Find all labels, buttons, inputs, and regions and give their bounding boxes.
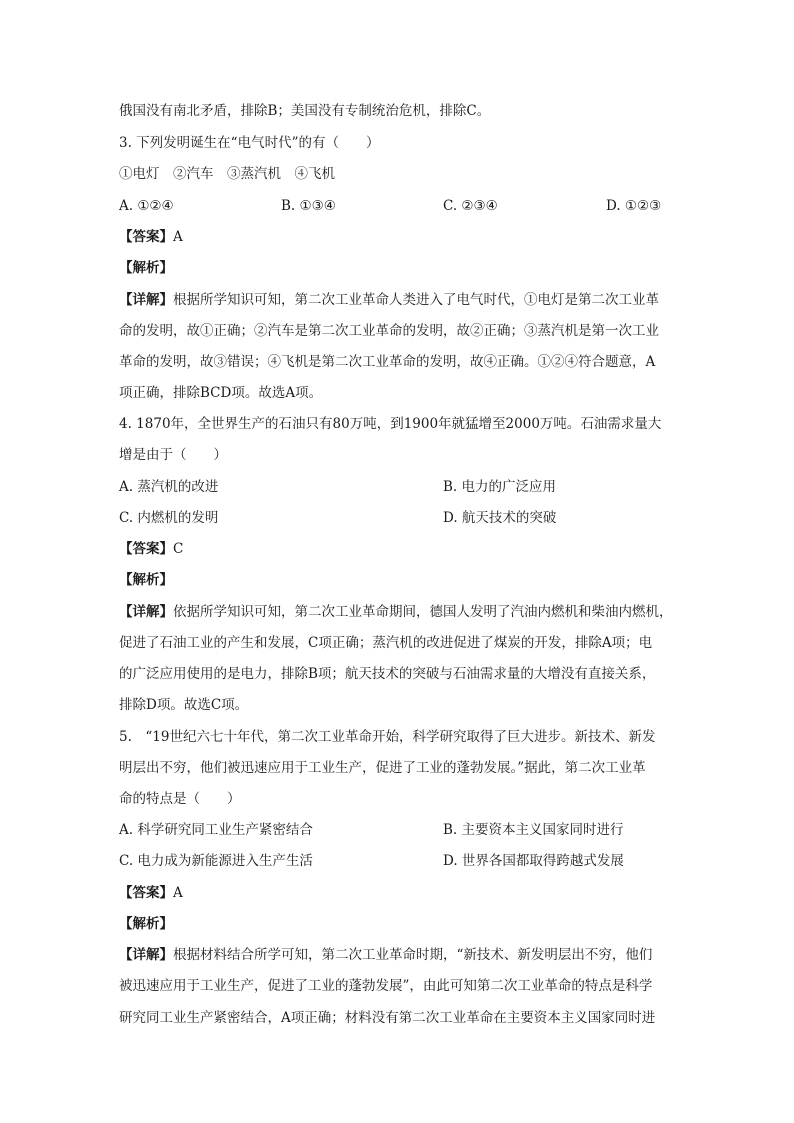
detail-tag: 【详解】	[119, 604, 173, 620]
q3-stem: 3. 下列发明诞生在“电气时代”的有（ ）	[119, 135, 380, 151]
q4-option-c: C. 内燃机的发明	[119, 510, 219, 526]
analysis-tag: 【解析】	[119, 260, 173, 276]
q4-detail-line-3: 的广泛应用使用的是电力，排除B项；航天技术的突破与石油需求量的大增没有直接关系，	[119, 666, 656, 682]
q3-answer	[119, 227, 679, 247]
q4-option-d: D. 航天技术的突破	[443, 510, 557, 526]
q5-stem-line-3: 命的特点是（ ）	[119, 791, 241, 807]
detail-tag: 【详解】	[119, 947, 173, 963]
analysis-tag: 【解析】	[119, 916, 173, 932]
q4-stem-line-2: 增是由于（ ）	[119, 447, 227, 463]
q3-detail-line-4: 项正确，排除BCD项。故选A项。	[119, 385, 323, 401]
q4-option-a: A. 蒸汽机的改进	[119, 479, 219, 495]
answer-tag: 【答案】	[119, 229, 173, 245]
intro-text: 俄国没有南北矛盾，排除B；美国没有专制统治危机，排除C。	[119, 103, 491, 119]
q3-option-a: A. ①②④	[119, 198, 174, 214]
q5-option-b: B. 主要资本主义国家同时进行	[443, 822, 624, 838]
q5-option-a: A. 科学研究同工业生产紧密结合	[119, 822, 313, 838]
q5-detail-text-1: 根据材料结合所学可知，第二次工业革命时期，“新技术、新发明层出不穷，他们	[173, 947, 653, 963]
q3-option-d: D. ①②③	[606, 198, 662, 214]
q5-option-c: C. 电力成为新能源进入生产生活	[119, 853, 313, 869]
q5-option-d: D. 世界各国都取得跨越式发展	[443, 853, 624, 869]
q4-analysis-tag	[119, 570, 679, 590]
q3-detail-line-1	[119, 290, 679, 310]
q3-items: ①电灯 ②汽车 ③蒸汽机 ④飞机	[119, 166, 335, 182]
analysis-tag: 【解析】	[119, 572, 173, 588]
q5-stem-line-2: 明层出不穷，他们被迅速应用于工业生产，促进了工业的蓬勃发展。”据此，第二次工业革	[119, 760, 646, 776]
q4-option-b: B. 电力的广泛应用	[443, 479, 557, 495]
q5-answer	[119, 883, 679, 903]
q4-detail-line-1	[119, 602, 679, 622]
q3-detail-line-3: 革命的发明，故③错误；④飞机是第二次工业革命的发明，故④正确。①②④符合题意，A	[119, 354, 656, 370]
q5-answer-value: A	[173, 885, 183, 901]
answer-tag: 【答案】	[119, 885, 173, 901]
q3-option-c: C. ②③④	[443, 198, 498, 214]
q5-stem-line-1: 5. “19世纪六七十年代，第二次工业革命开始，科学研究取得了巨大进步。新技术、新发	[119, 729, 656, 745]
q4-detail-line-4: 排除D项。故选C项。	[119, 697, 249, 713]
q4-stem-line-1: 4. 1870年，全世界生产的石油只有80万吨，到1900年就猛增至2000万吨。石油需求量大	[119, 416, 662, 432]
q5-analysis-tag	[119, 914, 679, 934]
q3-detail-line-2: 命的发明，故①正确；②汽车是第二次工业革命的发明，故②正确；③蒸汽机是第一次工业	[119, 323, 659, 339]
q5-detail-line-1	[119, 945, 679, 965]
q3-option-b: B. ①③④	[281, 198, 336, 214]
q4-detail-text-1: 依据所学知识可知，第二次工业革命期间，德国人发明了汽油内燃机和柴油内燃机，	[173, 604, 673, 620]
q5-detail-line-3: 研究同工业生产紧密结合，A项正确；材料没有第二次工业革命在主要资本主义国家同时进	[119, 1010, 656, 1026]
q4-detail-line-2: 促进了石油工业的产生和发展，C项正确；蒸汽机的改进促进了煤炭的开发，排除A项；电	[119, 635, 653, 651]
detail-tag: 【详解】	[119, 292, 173, 308]
q3-answer-value: A	[173, 229, 183, 245]
q4-answer	[119, 539, 679, 559]
q3-analysis-tag	[119, 258, 679, 278]
q4-answer-value: C	[173, 541, 184, 557]
q3-detail-text-1: 根据所学知识可知，第二次工业革命人类进入了电气时代，①电灯是第二次工业革	[173, 292, 659, 308]
q5-detail-line-2: 被迅速应用于工业生产，促进了工业的蓬勃发展”，由此可知第二次工业革命的特点是科学	[119, 978, 653, 994]
answer-tag: 【答案】	[119, 541, 173, 557]
